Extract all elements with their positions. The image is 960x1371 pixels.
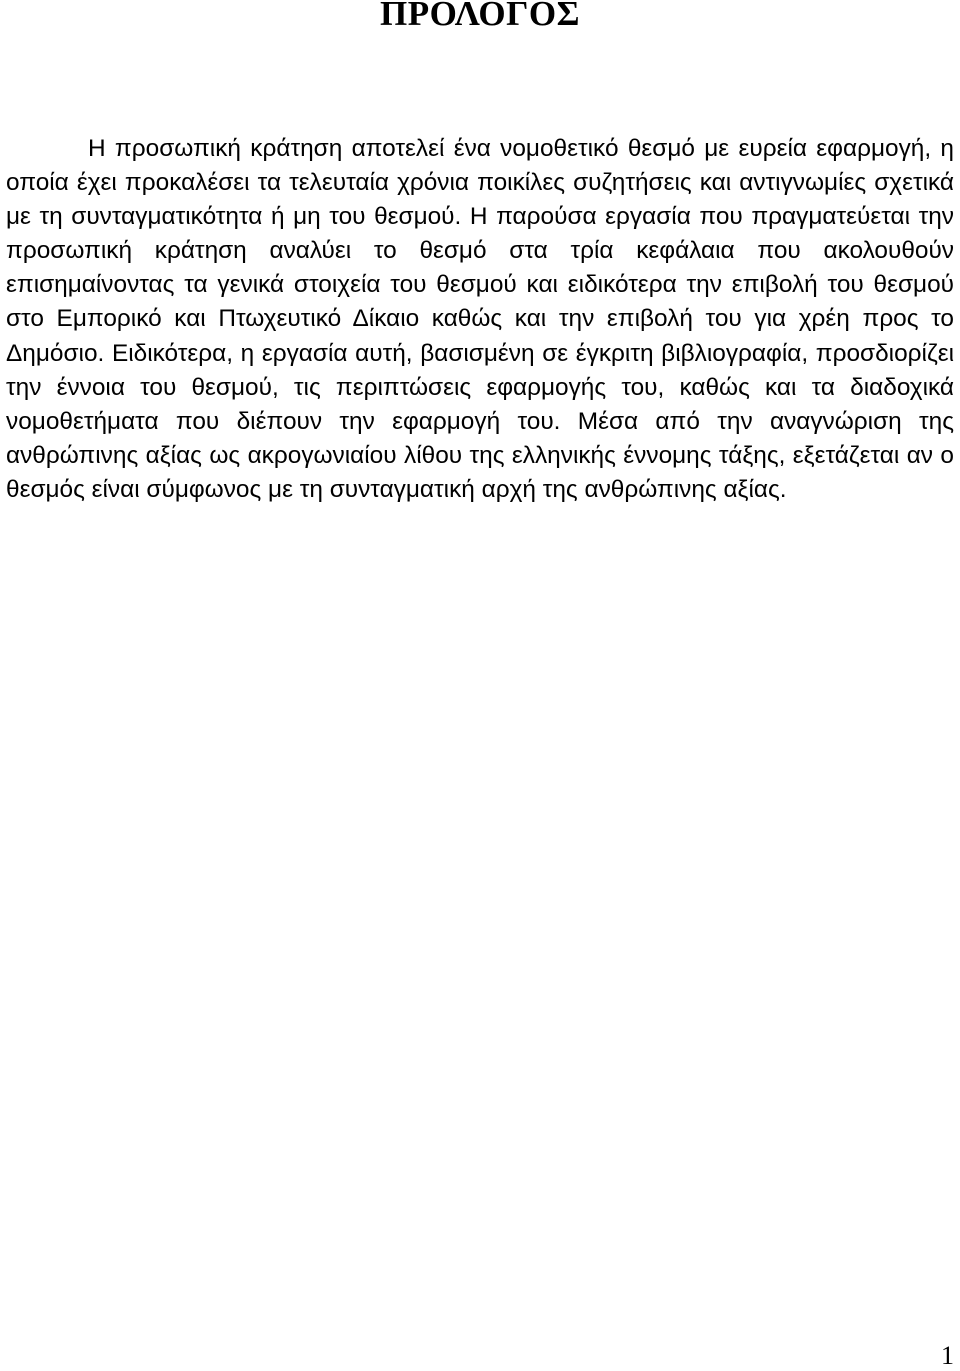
page-number: 1 — [941, 1341, 954, 1370]
page-title: ΠΡΟΛΟΓΟΣ — [380, 0, 580, 33]
prologue-paragraph: Η προσωπική κράτηση αποτελεί ένα νομοθετικό θεσμό με ευρεία εφαρμογή, η οποία έχει προκαλέσει τα τελευταία χρόνια ποικίλες συζητήσεις και αντιγνωμίες σχετικά με τη συνταγματικότητα ή μη του θεσμού. Η παρούσα εργασία που πραγματεύεται την προσωπική κράτηση αναλύει το θεσμό στα τρία κεφάλαια που ακολουθούν επισημαίνοντας τα γενικά στοιχεία του θεσμού και ειδικότερα την επιβολή του θεσμού στο Εμπορικό και Πτωχευτικό Δίκαιο καθώς και την επιβολή του για χρέη προς το Δημόσιο. Ειδικότερα, η εργασία αυτή, βασισμένη σε έγκριτη βιβλιογραφία, προσδιορίζει την έννοια του θεσμού, τις περιπτώσεις εφαρμογής του, καθώς και τα διαδοχικά νομοθετήματα που διέπουν την εφαρμογή του. Μέσα από την αναγνώριση της ανθρώπινης αξίας ως ακρογωνιαίου λίθου της ελληνικής έννομης τάξης, εξετάζεται αν ο θεσμός είναι σύμφωνος με τη συνταγματική αρχή της ανθρώπινης αξίας. — [6, 135, 954, 503]
